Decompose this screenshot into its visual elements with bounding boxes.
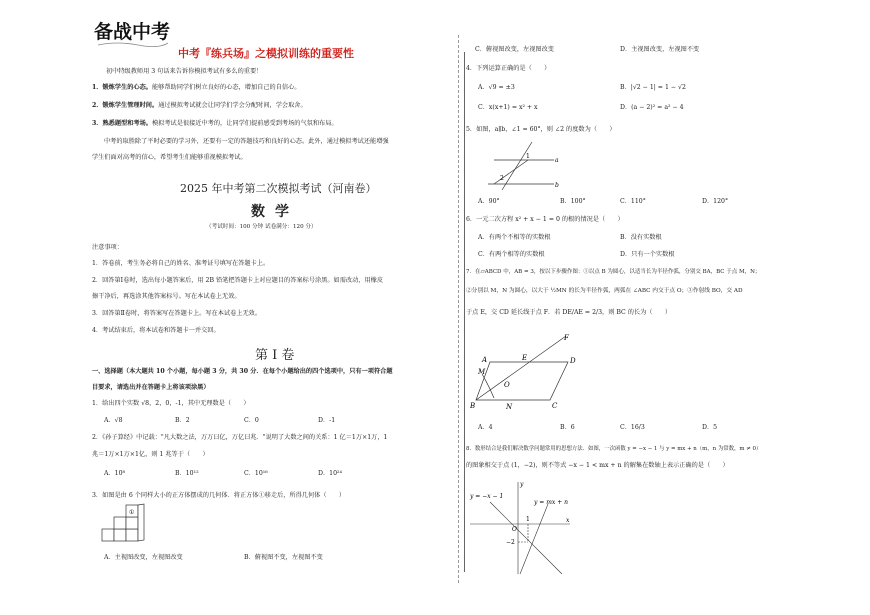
question-6: 6．一元二次方程 x² + x − 1 = 0 的根的情况是（ ） [466, 216, 624, 223]
q6-option-b: B．没有实数根 [620, 234, 662, 241]
point-label-o: O [504, 381, 510, 389]
question-1: 1．给出四个实数 √8，2，0，-1，其中无理数是（ ） [92, 400, 250, 407]
note-3: 3．回答第Ⅱ卷时，将答案写在答题卡上。写在本试卷上无效。 [92, 310, 262, 317]
question-2-line-2: 兆＝1万×1万×1亿，则 1 兆等于（ ） [92, 451, 209, 458]
q3-option-c: C．俯视图改变，左视图改变 [475, 46, 554, 53]
notes-heading: 注意事项： [92, 244, 123, 251]
question-7-line-1: 7．在▱ABCD 中，AB = 3，按以下步骤作图：①以点 B 为圆心，以适当长为半径作弧，分别交 BA，BC 于点 M，N； [466, 269, 761, 275]
intro-closing-1: 中考的取胜除了平时必要的学习外，还要有一定的答题技巧和良好的心态。此外，通过模拟考试还能增强 [104, 138, 389, 145]
note-2: 2．回答第Ⅰ卷时，选出每小题答案后，用 2B 铅笔把答题卡上对应题目的答案标号涂黑。如需改动，用橡皮 [92, 277, 384, 284]
q5-option-a: A．90° [478, 198, 500, 205]
exam-title: 2025 年中考第二次模拟考试（河南卷） [180, 182, 377, 195]
point-label-e: E [522, 354, 528, 362]
intro-point-2: 2．锻炼学生管理时间。通过模拟考试就会让同学们学会分配时间，学会取舍。 [92, 102, 307, 109]
q4-option-a: A．√9 = ±3 [478, 84, 515, 91]
banner-title: 中考『练兵场』之模拟训练的重要性 [178, 47, 354, 60]
axis-label-x: x [566, 517, 570, 524]
q1-option-b: B．2 [175, 417, 190, 424]
note-4: 4．考试结束后，将本试卷和答题卡一并交回。 [92, 327, 220, 334]
axis-label-y: y [520, 481, 524, 488]
q7-option-d: D．5 [702, 424, 718, 431]
q4-option-d: D．(a − 2)² = a² − 4 [620, 104, 684, 111]
question-8-line-2: 的图象相交于点 (1，−2)，则不等式 −x − 1 < mx + n 的解集在数轴上表示正确的是（ ） [466, 462, 729, 469]
function-graph-figure [466, 478, 576, 578]
q5-option-d: D．120° [702, 198, 729, 205]
q1-option-a: A．√8 [104, 417, 123, 424]
q6-option-c: C．有两个相等的实数根 [478, 251, 545, 258]
intro-point-1: 1．锻炼学生的心态。能够帮助同学们树立良好的心态，增加自己的自信心。 [92, 84, 301, 91]
column-divider [458, 35, 459, 583]
q2-option-a: A．10⁸ [104, 470, 126, 477]
parallel-lines-figure [484, 140, 564, 192]
logo-text: 备战中考 [94, 21, 171, 43]
cube-label-1: ① [129, 509, 135, 516]
point-label-c: C [552, 402, 558, 410]
line-label-neg: y = −x − 1 [470, 493, 504, 500]
q6-option-d: D．只有一个实数根 [620, 251, 675, 258]
line-label-b: b [555, 182, 559, 189]
note-2-cont: 擦干净后，再选涂其他答案标号。写在本试卷上无效。 [92, 293, 241, 300]
q3-option-a: A．主视图改变，左视图改变 [104, 554, 183, 561]
q7-option-c: C．16/3 [620, 424, 645, 431]
parallelogram-figure [470, 332, 580, 412]
q3-option-d: D．主视图改变，左视图不变 [620, 46, 700, 53]
point-label-d: D [570, 357, 576, 365]
q1-option-d: D．-1 [318, 417, 336, 424]
part-title: 第 I 卷 [255, 348, 295, 363]
q7-option-a: A．4 [478, 424, 493, 431]
line-label-a: a [555, 157, 559, 164]
origin-label: O [512, 526, 517, 533]
q2-option-b: B．10¹² [175, 470, 199, 477]
exam-subject: 数学 [251, 204, 299, 220]
q1-option-c: C．0 [244, 417, 259, 424]
section-heading-2: 目要求，请选出并在答题卡上将该项涂黑） [92, 384, 210, 391]
cube-stack-figure [98, 503, 154, 547]
question-7-line-2: ②分别以 M，N 为圆心，以大于 ½MN 的长为半径作弧，两弧在 ∠ABC 内交于点 O；③作射线 BO，交 AD [466, 288, 743, 294]
q5-option-b: B．100° [560, 198, 586, 205]
intro-lead: 初中特级教师用 3 句话来告诉你模拟考试有多么的重要！ [106, 68, 263, 75]
q4-option-b: B．|√2 − 1| = 1 − √2 [620, 84, 686, 91]
q7-option-b: B．6 [560, 424, 575, 431]
question-2-line-1: 2．《孙子算经》中记载："凡大数之法，万万曰亿，万亿曰兆．"说明了大数之间的关系：1 亿＝1万×1万，1 [92, 434, 388, 441]
point-label-f: F [564, 334, 569, 342]
q2-option-c: C．10¹⁶ [244, 470, 268, 477]
q6-option-a: A．有两个不相等的实数根 [478, 234, 551, 241]
angle-label-2: 2 [500, 175, 504, 182]
q3-option-b: B．俯视图不变，左视图不变 [244, 554, 323, 561]
intro-point-3: 3．熟悉题型和考场。模拟考试是很接近中考的，让同学们提前感受到考场的气氛和布局。 [92, 120, 338, 127]
question-5: 5．如图，a∥b，∠1 = 60°，则 ∠2 的度数为（ ） [466, 126, 616, 133]
angle-label-1: 1 [526, 153, 530, 160]
point-label-m: M [478, 368, 486, 376]
logo [92, 14, 172, 50]
question-7-line-3: 于点 E，交 CD 延长线于点 F．若 DE/AE = 2/3，则 BC 的长为（ ） [466, 309, 672, 316]
intro-closing-2: 学生们面对高考的信心，希望考生们能够重视模拟考试。 [92, 154, 247, 161]
tick-label-neg2: −2 [506, 539, 515, 546]
q5-option-c: C．110° [620, 198, 646, 205]
exam-info: （考试时间：100 分钟 试卷满分：120 分） [206, 224, 317, 230]
section-heading-1: 一、选择题（本大题共 10 个小题，每小题 3 分，共 30 分．在每个小题给出的四个选项中，只有一项符合题 [92, 368, 393, 375]
note-1: 1．答卷前，考生务必将自己的姓名、准考证号填写在答题卡上。 [92, 260, 270, 267]
line-label-mxn: y = mx + n [534, 499, 569, 506]
q4-option-c: C．x(x+1) = x² + x [478, 104, 538, 111]
q2-option-d: D．10²⁴ [318, 470, 342, 477]
point-label-b: B [470, 402, 476, 410]
question-8-line-1: 8．数形结合是我们解决数学问题常用的思想方法．如图，一次函数 y = −x − 1 与 y = mx + n（m，n 为常数，m ≠ 0） [466, 446, 762, 452]
question-3: 3．如图是由 6 个同样大小的正方体摆成的几何体．将正方体①移走后，所得几何体（ ） [92, 492, 346, 499]
question-4: 4．下列运算正确的是（ ） [466, 65, 551, 72]
tick-label-1: 1 [526, 516, 530, 523]
point-label-a: A [482, 356, 488, 364]
point-label-n: N [506, 403, 513, 411]
